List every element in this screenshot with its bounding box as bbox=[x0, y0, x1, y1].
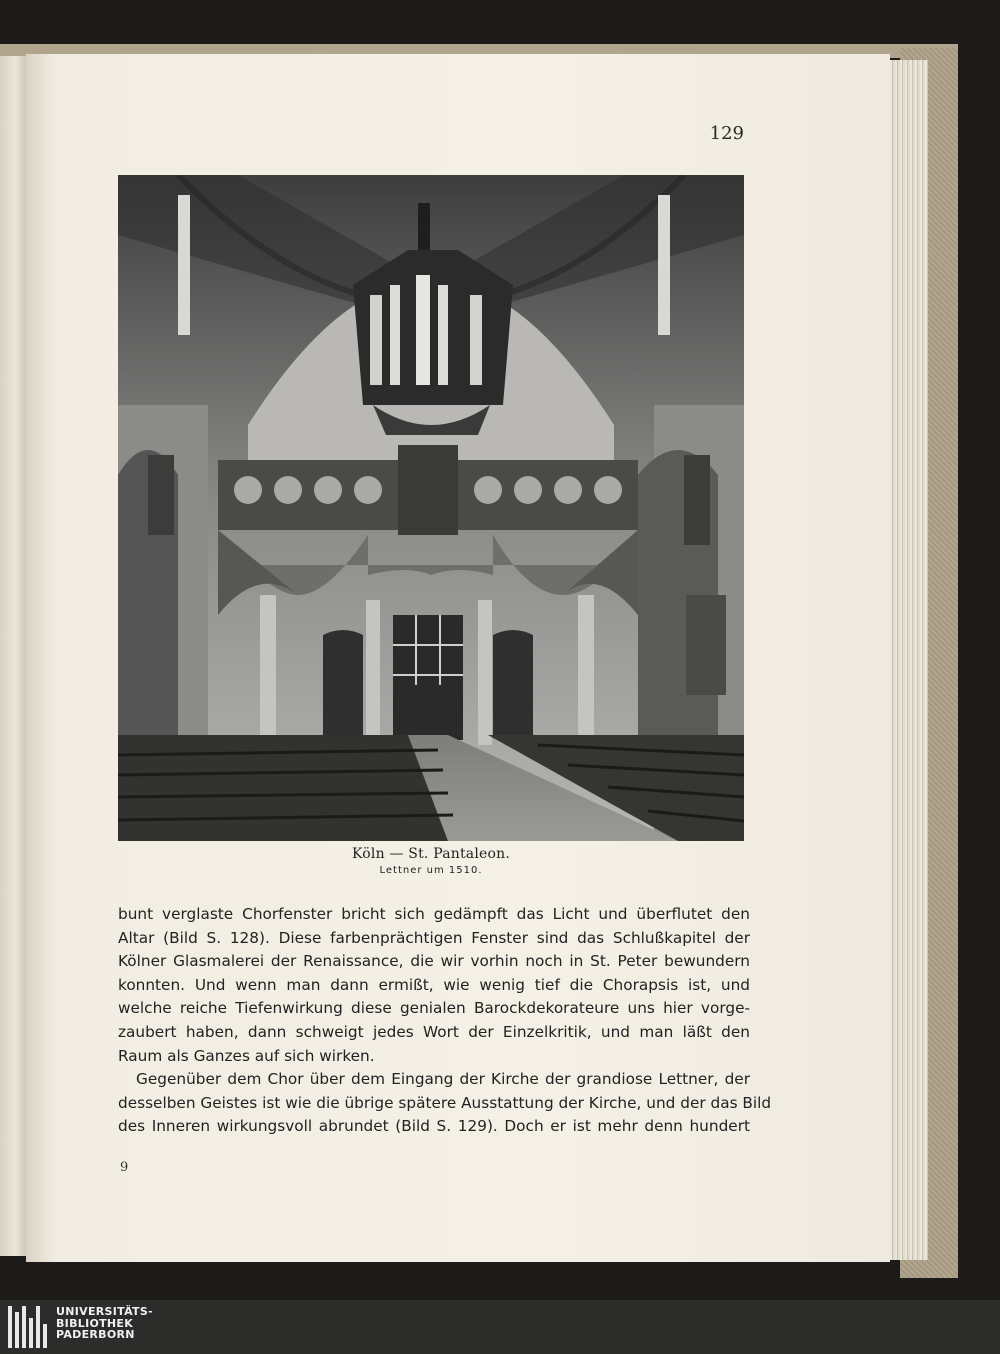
text-line: Raum als Ganzes auf sich wirken. bbox=[118, 1046, 375, 1065]
body-text bbox=[118, 903, 772, 1139]
signature-mark: 9 bbox=[120, 1160, 129, 1175]
library-logo-icon bbox=[6, 1304, 50, 1350]
text-line: Kölner Glasmalerei der Renaissance, die wir vorhin noch in St. Peter bewundern bbox=[118, 952, 750, 971]
library-footer bbox=[0, 1300, 1000, 1354]
text-line: welche reiche Tiefenwirkung diese genialen Barockdekorateure uns hier vorge- bbox=[118, 999, 750, 1018]
church-interior-photo bbox=[118, 175, 744, 841]
rood-screen-illustration bbox=[118, 175, 744, 841]
text-line: zaubert haben, dann schweigt jedes Wort der Einzelkritik, und man läßt den bbox=[118, 1022, 750, 1041]
logo-line-3: PADERBORN bbox=[56, 1328, 135, 1341]
text-line: Altar (Bild S. 128). Diese farbenprächtigen Fenster sind das Schlußkapitel der bbox=[118, 928, 750, 947]
text-line: des Inneren wirkungsvoll abrundet (Bild S. 129). Doch er ist mehr denn hundert bbox=[118, 1117, 750, 1136]
caption-subtitle: Lettner um 1510. bbox=[379, 865, 483, 876]
left-page-edge bbox=[0, 56, 26, 1256]
page-number: 129 bbox=[709, 123, 744, 144]
text-line: desselben Geistes ist wie die übrige spätere Ausstattung der Kirche, und der das Bild bbox=[118, 1093, 772, 1112]
logo-line-1: UNIVERSITÄTS- bbox=[56, 1305, 153, 1318]
library-logo-text bbox=[56, 1306, 153, 1341]
text-line: Gegenüber dem Chor über dem Eingang der Kirche der grandiose Lettner, der bbox=[136, 1070, 750, 1089]
caption-title: Köln — St. Pantaleon. bbox=[351, 846, 510, 862]
text-line: konnten. Und wenn man dann ermißt, wie wenig tief die Chorapsis ist, und bbox=[118, 975, 750, 994]
figure-caption bbox=[118, 846, 744, 876]
logo-line-2: BIBLIOTHEK bbox=[56, 1316, 134, 1330]
text-line: bunt verglaste Chorfenster bricht sich gedämpft das Licht und überflutet den bbox=[118, 905, 750, 923]
